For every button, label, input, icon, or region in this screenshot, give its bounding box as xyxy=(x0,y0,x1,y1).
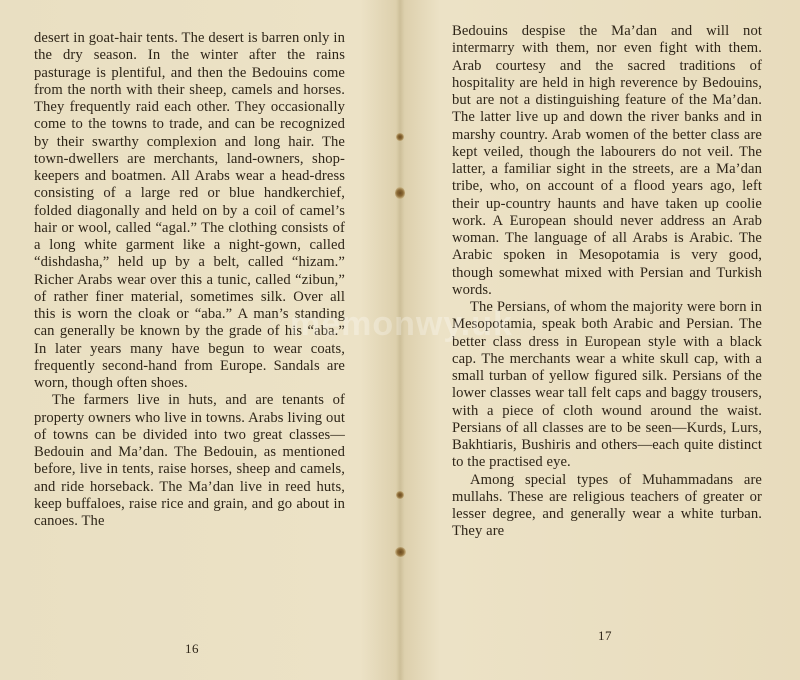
watermark-text: memonwy.uk xyxy=(290,305,513,343)
staple-hole-mark xyxy=(395,547,406,557)
right-page xyxy=(402,0,800,680)
staple-hole-mark xyxy=(396,133,404,141)
right-page-text xyxy=(452,23,762,541)
right-paragraph-3: Among special types of Muhammadans are mullahs. These are religious teachers of greater or lesser degree, and generally wear a white turban. They are xyxy=(452,471,762,540)
staple-hole-mark xyxy=(396,491,404,499)
left-page-number: 16 xyxy=(185,641,199,656)
right-paragraph-1: Bedouins despise the Ma’dan and will not intermarry with them, nor even fight with them. Arab courtesy and the sacred traditions of hospitality are held in high reverence by Bedouins, but are not a distinguishing feature of the Ma’dan. The latter live up and down the river banks and in marshy country. Arab women of the better class are kept veiled, though the labourers do not veil. The latter, a familiar sight in the streets, are a Ma’dan tribe, who, on account of a flood years ago, left their up-country haunts and have taken up coolie work. A European should never address an Arab woman. The language of all Arabs is Arabic. The Arabic spoken in Mesopotamia is very good, though somewhat mixed with Persian and Turkish words. xyxy=(452,23,762,298)
right-page-number: 17 xyxy=(598,628,612,643)
staple-hole-mark xyxy=(395,187,405,199)
left-page-text xyxy=(34,30,345,530)
right-paragraph-2: The Persians, of whom the majority were born in Mesopotamia, speak both Arabic and Persian. The better class dress in European style with a black cap. The merchants wear a white skull cap, with a small turban of yellow figured silk. Persians of the lower classes wear tall felt caps and baggy trousers, with a piece of cloth wound around the waist. Persians of all classes are to be seen—Kurds, Lurs, Bakhtiaris, Bushiris and others—each quite distinct to the practised eye. xyxy=(452,299,762,471)
left-paragraph-1: desert in goat-hair tents. The desert is barren only in the dry season. In the winter after the rains pasturage is plentiful, and then the Bedouins come from the north with their sheep, camels and horses. They frequently raid each other. They occasionally come to the towns to trade, and can be recognized by their swarthy complexion and long hair. The town-dwellers are merchants, land-owners, shop-keepers and boatmen. All Arabs wear a head-dress consisting of a large red or blue handkerchief, folded diagonally and held on by a coil of camel’s hair or wool, called “agal.” The clothing consists of a long white garment like a night-gown, called “dishdasha,” held up by a belt, called “hizam.” Richer Arabs wear over this a tunic, called “zibun,” of rather finer material, sometimes silk. Over all this is worn the cloak or “aba.” A man’s standing can generally be known by the grade of his “aba.” In later years many have begun to wear coats, frequently second-hand from Europe. Sandals are worn, though often shoes. xyxy=(34,30,345,391)
left-paragraph-2: The farmers live in huts, and are tenants of property owners who live in towns. Arabs living out of towns can be divided into two great classes—Bedouin and Ma’dan. The Bedouin, as mentioned before, live in tents, raise horses, sheep and camels, and ride horseback. The Ma’dan live in reed huts, keep buffaloes, raise rice and grain, and go about in canoes. The xyxy=(34,392,345,529)
